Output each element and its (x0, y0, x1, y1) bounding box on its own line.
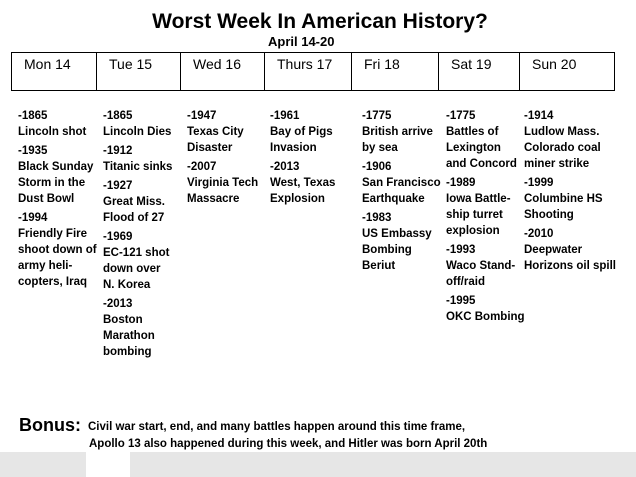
day-header-tue: Tue 15 (97, 53, 181, 90)
event-text: Waco Stand- (446, 260, 516, 272)
day-column-mon (18, 108, 97, 293)
event-text: Lincoln Dies (103, 126, 172, 138)
event-entry (524, 108, 616, 172)
day-column-fri (362, 108, 441, 277)
event-text: Dust Bowl (18, 193, 75, 205)
event-year: -1775 (362, 110, 392, 122)
bonus-label: Bonus: (19, 415, 81, 435)
day-column-sun (524, 108, 616, 277)
event-text: Horizons oil spill (524, 260, 617, 272)
bonus-line: Civil war start, end, and many battles happen around this time frame, (88, 421, 466, 433)
event-text: Beriut (362, 260, 396, 272)
event-text: West, Texas (270, 177, 336, 189)
event-year: -1865 (18, 110, 48, 122)
event-text: army heli- (18, 260, 73, 272)
event-year: -1865 (103, 110, 133, 122)
event-year: -1993 (446, 244, 476, 256)
event-text: Disaster (187, 142, 233, 154)
day-header-fri: Fri 18 (352, 53, 439, 90)
event-text: Marathon (103, 330, 155, 342)
event-year: -1961 (270, 110, 300, 122)
day-header-mon: Mon 14 (12, 53, 97, 90)
event-text: EC-121 shot (103, 247, 170, 259)
day-header-sun: Sun 20 (532, 56, 577, 72)
event-text: Virginia Tech (187, 177, 259, 189)
event-text: Earthquake (362, 193, 425, 205)
event-text: British arrive (362, 126, 433, 138)
event-text: by sea (362, 142, 398, 154)
event-text: Invasion (270, 142, 317, 154)
event-entry (362, 210, 441, 274)
event-entry (103, 143, 172, 175)
event-entry (446, 108, 525, 172)
event-year: -2007 (187, 161, 217, 173)
event-entry (103, 108, 172, 140)
event-text: Battles of (446, 126, 499, 138)
event-year: -1775 (446, 110, 476, 122)
event-text: Flood of 27 (103, 212, 165, 224)
event-text: Explosion (270, 193, 325, 205)
event-entry (446, 175, 525, 239)
event-entry (362, 108, 441, 156)
event-text: Bay of Pigs (270, 126, 333, 138)
event-year: -1927 (103, 180, 133, 192)
date-range-subtitle: April 14-20 (268, 34, 335, 49)
event-year: -2010 (524, 228, 554, 240)
event-entry (103, 178, 172, 226)
event-text: Titanic sinks (103, 161, 173, 173)
event-text: Bombing (362, 244, 412, 256)
event-text: US Embassy (362, 228, 432, 240)
event-text: Shooting (524, 209, 574, 221)
event-entry (270, 108, 335, 156)
event-entry (18, 210, 97, 290)
event-text: bombing (103, 346, 152, 358)
event-text: and Concord (446, 158, 517, 170)
event-text: Black Sunday (18, 161, 94, 173)
event-year: -1995 (446, 295, 476, 307)
event-entry (18, 108, 97, 140)
day-header-sat: Sat 19 (439, 53, 520, 90)
event-text: Massacre (187, 193, 240, 205)
event-year: -1983 (362, 212, 392, 224)
event-text: Colorado coal (524, 142, 601, 154)
event-text: down over (103, 263, 161, 275)
event-entry (362, 159, 441, 207)
weekday-header-row (11, 52, 615, 91)
event-year: -1999 (524, 177, 554, 189)
event-text: copters, Iraq (18, 276, 88, 288)
event-text: Ludlow Mass. (524, 126, 600, 138)
event-entry (524, 175, 616, 223)
bonus-line: Apollo 13 also happened during this week, and Hitler was born April 20th (89, 438, 488, 450)
event-text: Columbine HS (524, 193, 603, 205)
event-text: Texas City (187, 126, 244, 138)
event-text: ship turret (446, 209, 503, 221)
bonus-note (88, 419, 487, 453)
event-year: -1994 (18, 212, 48, 224)
event-year: -1935 (18, 145, 48, 157)
event-text: Friendly Fire (18, 228, 88, 240)
day-column-sat (446, 108, 525, 328)
event-year: -2013 (270, 161, 300, 173)
event-text: OKC Bombing (446, 311, 525, 323)
page-title: Worst Week In American History? (152, 10, 488, 33)
event-entry (187, 159, 258, 207)
event-text: Storm in the (18, 177, 86, 189)
day-column-tue (103, 108, 172, 363)
event-text: Lincoln shot (18, 126, 87, 138)
event-entry (103, 296, 172, 360)
event-text: San Francisco (362, 177, 441, 189)
event-text: N. Korea (103, 279, 151, 291)
event-entry (18, 143, 97, 207)
day-header-thu: Thurs 17 (265, 53, 352, 90)
event-entry (446, 293, 525, 325)
event-text: off/raid (446, 276, 485, 288)
event-year: -1947 (187, 110, 217, 122)
event-text: Iowa Battle- (446, 193, 511, 205)
event-text: Deepwater (524, 244, 583, 256)
event-year: -1912 (103, 145, 133, 157)
event-text: Great Miss. (103, 196, 165, 208)
event-year: -2013 (103, 298, 133, 310)
event-entry (524, 226, 616, 274)
event-year: -1989 (446, 177, 476, 189)
event-text: shoot down of (18, 244, 97, 256)
event-text: miner strike (524, 158, 590, 170)
event-entry (270, 159, 335, 207)
event-text: explosion (446, 225, 500, 237)
page-edge-strip (86, 452, 130, 477)
day-column-wed (187, 108, 258, 210)
day-column-thu (270, 108, 335, 210)
day-header-wed: Wed 16 (181, 53, 265, 90)
event-text: Boston (103, 314, 143, 326)
event-entry (446, 242, 525, 290)
event-entry (103, 229, 172, 293)
event-year: -1906 (362, 161, 392, 173)
event-entry (187, 108, 258, 156)
event-year: -1914 (524, 110, 554, 122)
event-text: Lexington (446, 142, 501, 154)
event-year: -1969 (103, 231, 133, 243)
